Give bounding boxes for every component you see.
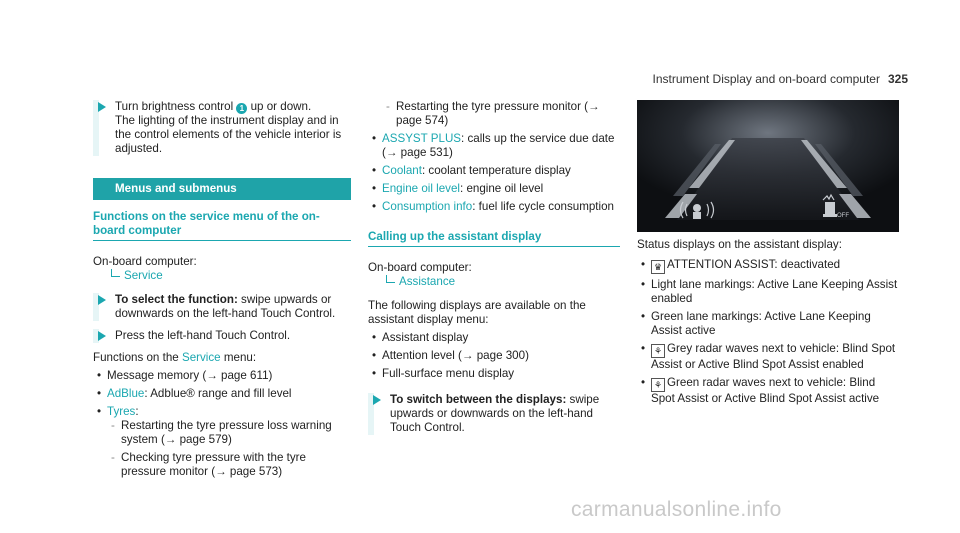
assistant-intro: The following displays are available on the assistant display menu:: [368, 299, 586, 326]
assistant-display-image: [637, 100, 899, 232]
list-item: • Full-surface menu display: [368, 367, 620, 381]
sub-list: [107, 419, 351, 479]
step-brightness: [93, 100, 351, 156]
grey-radar-waves-icon: ⚘: [651, 344, 665, 358]
sub-list-text: Restarting the tyre pressure loss warning system (→ page 579): [121, 419, 332, 446]
step-press-control: [93, 329, 351, 343]
watermark: carmanualsonline.info: [571, 498, 782, 521]
step-text: swipe upwards or downwards on the left-hand Touch Control.: [115, 293, 336, 320]
list-item-link[interactable]: Tyres: [107, 405, 136, 418]
functions-list: [93, 369, 351, 479]
callout-1-icon: 1: [236, 103, 247, 114]
menu-path-arrow-icon: [386, 275, 395, 283]
sub-list-text: Restarting the tyre pressure monitor (→ page 574): [396, 100, 600, 127]
functions-pre: Functions on the: [93, 351, 179, 364]
sub-list-item: [107, 451, 351, 479]
attention-assist-off-icon: ♛: [651, 260, 665, 274]
list-item-text: Green radar waves next to vehicle: Blind Spot Assist or Active Blind Spot Assist active: [651, 376, 880, 405]
menu-path: [93, 269, 351, 283]
list-item-text: Grey radar waves next to vehicle: Blind Spot Assist or Active Blind Spot Assist enabled: [651, 342, 896, 371]
step-text-after: up or down.: [250, 100, 312, 113]
status-title: Status displays on the assistant display:: [637, 238, 842, 251]
step-text: [115, 100, 351, 114]
list-item-link[interactable]: ASSYST PLUS: [382, 132, 462, 145]
page-header-title: Instrument Display and on-board computer: [652, 72, 880, 86]
column-left: [93, 100, 351, 483]
step-bold: To select the function:: [115, 293, 238, 306]
list-item: [368, 182, 620, 196]
sub-list-item: [382, 100, 620, 128]
list-item-text: : engine oil level: [460, 182, 544, 195]
dash-marker: -: [111, 419, 115, 432]
list-item: [637, 342, 899, 372]
page-number: 325: [887, 72, 908, 86]
step-bold: To switch between the displays:: [390, 393, 567, 406]
svg-text:OFF: OFF: [837, 213, 849, 219]
step-text-before: Turn brightness control: [115, 100, 234, 113]
dash-marker: -: [386, 100, 390, 113]
list-item: • Green lane markings: Active Lane Keeping Assist active: [637, 310, 899, 338]
list-item-text: : coolant temperature display: [421, 164, 571, 177]
list-item: [93, 405, 351, 479]
assistant-list: [368, 331, 620, 381]
service-list: [368, 132, 620, 214]
step-result: The lighting of the instrument display and in the control elements of the vehicle interior is adjusted.: [115, 114, 342, 155]
list-item-link[interactable]: Engine oil level: [382, 182, 460, 195]
functions-intro: [93, 351, 351, 365]
menu-path-arrow-icon: [111, 269, 120, 277]
list-item-link[interactable]: AdBlue: [107, 387, 145, 400]
step-arrow-icon: [98, 102, 106, 112]
list-item: • Assistant display: [368, 331, 620, 345]
list-item-text: : calls up the service due date (→ page 531): [382, 132, 615, 159]
step-arrow-icon: [373, 395, 381, 405]
list-item-text: :: [135, 405, 139, 418]
step-text: swipe upwards or downwards on the left-hand Touch Control.: [390, 393, 600, 434]
list-item-text: : Adblue® range and fill level: [144, 387, 292, 400]
section-subheading: Calling up the assistant display: [368, 230, 620, 247]
step-text: Press the left-hand Touch Control.: [115, 329, 291, 342]
sub-list-item: [107, 419, 351, 447]
step-arrow-icon: [98, 295, 106, 305]
green-radar-waves-icon: ⚘: [651, 378, 665, 392]
list-item: [637, 258, 899, 274]
status-list: [637, 258, 899, 406]
menu-path-label: On-board computer:: [93, 255, 197, 268]
menu-path-assistance[interactable]: Assistance: [399, 275, 456, 288]
list-item-text: Message memory (→ page 611): [107, 369, 273, 382]
column-middle: [368, 100, 620, 443]
list-item: [93, 387, 351, 401]
column-right: [637, 100, 899, 410]
list-item: [368, 200, 620, 214]
sub-list-text: Checking tyre pressure with the tyre pressure monitor (→ page 573): [121, 451, 306, 478]
section-banner: Menus and submenus: [93, 178, 351, 200]
list-item: • Attention level (→ page 300): [368, 349, 620, 363]
step-select-function: [93, 293, 351, 321]
list-item: [93, 369, 351, 383]
list-item-link[interactable]: Coolant: [382, 164, 422, 177]
section-subheading: Functions on the service menu of the on-board computer: [93, 210, 351, 241]
functions-post: menu:: [223, 351, 257, 364]
menu-path: [368, 275, 620, 289]
list-item: [368, 164, 620, 178]
list-item-text: : fuel life cycle consumption: [472, 200, 615, 213]
list-item: [637, 376, 899, 406]
step-arrow-icon: [98, 331, 106, 341]
list-item-text: ATTENTION ASSIST: deactivated: [667, 258, 841, 271]
step-switch-displays: [368, 393, 620, 435]
functions-link[interactable]: Service: [181, 351, 221, 364]
dash-marker: -: [111, 451, 115, 464]
list-item-link[interactable]: Consumption info: [382, 200, 473, 213]
tyres-sub-list: [368, 100, 620, 128]
page-header: [653, 72, 908, 86]
assistant-display-figure: [637, 100, 899, 232]
list-item: [368, 132, 620, 160]
menu-path-label: On-board computer:: [368, 261, 472, 274]
menu-path-service[interactable]: Service: [124, 269, 163, 282]
list-item: • Light lane markings: Active Lane Keeping Assist enabled: [637, 278, 899, 306]
